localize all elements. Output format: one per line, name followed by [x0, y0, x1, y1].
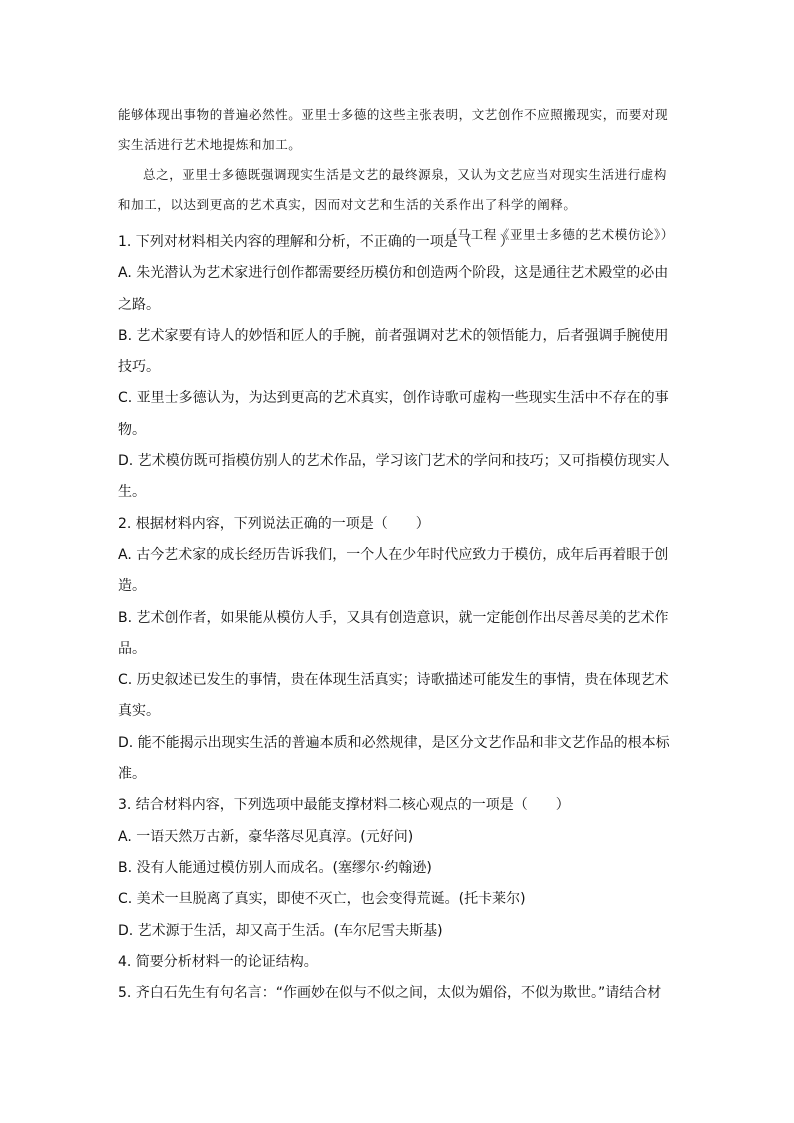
question-stem: 4. 简要分析材料一的论证结构。	[118, 953, 318, 970]
option-c: C. 美术一旦脱离了真实，即使不灭亡，也会变得荒诞。(托卡莱尔)	[118, 891, 526, 908]
question-stem: 2. 根据材料内容，下列说法正确的一项是（ ）	[118, 515, 430, 532]
question-stem: 5. 齐白石先生有句名言：“作画妙在似与不似之间，太似为媚俗，不似为欺世。”请结合材	[118, 985, 662, 1002]
question-list	[118, 227, 674, 1009]
option-d: D. 艺术模仿既可指模仿别人的艺术作品，学习该门艺术的学问和技巧；又可指模仿现实人生。	[118, 453, 670, 501]
option-a: A. 朱光潜认为艺术家进行创作都需要经历模仿和创造两个阶段，这是通往艺术殿堂的必由之路。	[118, 265, 669, 313]
question-1	[118, 227, 674, 509]
passage-source: （马工程《亚里士多德的艺术模仿论》）	[444, 227, 674, 242]
option-a: A. 一语天然万古新，豪华落尽见真淳。(元好问)	[118, 828, 414, 845]
option-b: B. 没有人能通过模仿别人而成名。(塞缪尔·约翰逊)	[118, 859, 432, 876]
question-5	[118, 978, 674, 1009]
question-3	[118, 790, 674, 946]
option-b: B. 艺术家要有诗人的妙悟和匠人的手腕，前者强调对艺术的领悟能力，后者强调手腕使用技巧。	[118, 327, 669, 376]
passage-paragraph-1: 能够体现出事物的普遍必然性。亚里士多德的这些主张表明，文艺创作不应照搬现实，而要对现实生活进行艺术地提炼和加工。	[118, 107, 669, 152]
option-b: B. 艺术创作者，如果能从模仿人手，又具有创造意识，就一定能创作出尽善尽美的艺术作品。	[118, 609, 669, 657]
option-c: C. 亚里士多德认为，为达到更高的艺术真实，创作诗歌可虚构一些现实生活中不存在的事物。	[118, 390, 669, 438]
passage-paragraph-2: 总之，亚里士多德既强调现实生活是文艺的最终源泉，又认为文艺应当对现实生活进行虚构和加工，以达到更高的艺术真实，因而对文艺和生活的关系作出了科学的阐释。	[118, 167, 668, 212]
question-stem: 3. 结合材料内容，下列选项中最能支撑材料二核心观点的一项是（ ）	[118, 797, 570, 814]
option-a: A. 古今艺术家的成长经历告诉我们，一个人在少年时代应致力于模仿，成年后再着眼于创造。	[118, 546, 669, 595]
question-stem: 1. 下列对材料相关内容的理解和分析，不正确的一项是（ ）	[118, 234, 514, 250]
question-2	[118, 509, 674, 791]
question-4	[118, 947, 674, 978]
option-d: D. 能不能揭示出现实生活的普遍本质和必然规律，是区分文艺作品和非文艺作品的根本标准。	[118, 734, 670, 783]
option-c: C. 历史叙述已发生的事情，贵在体现生活真实；诗歌描述可能发生的事情，贵在体现艺术真实。	[118, 672, 669, 720]
option-d: D. 艺术源于生活，却又高于生活。(车尔尼雪夫斯基)	[118, 922, 443, 939]
